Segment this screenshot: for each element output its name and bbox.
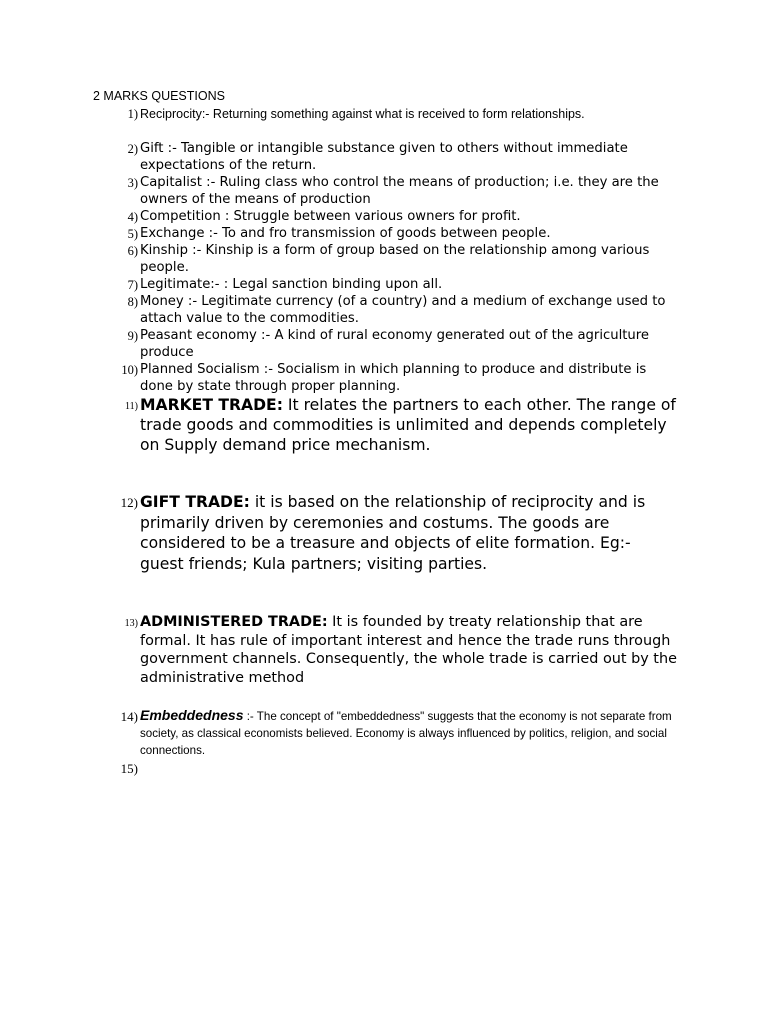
item-number: 11) bbox=[125, 401, 138, 412]
item-text: Planned Socialism :- Socialism in which planning to produce and distribute is done by state through proper planning. bbox=[140, 362, 647, 394]
item-number: 13) bbox=[124, 618, 138, 629]
item-number: 9) bbox=[127, 329, 138, 343]
item-text bbox=[140, 613, 678, 687]
item-text: Exchange :- To and fro transmission of goods between people. bbox=[140, 226, 551, 241]
item-number: 2) bbox=[127, 142, 138, 156]
item-text: Legitimate:- : Legal sanction binding upon all. bbox=[140, 277, 443, 292]
item-term: MARKET TRADE: bbox=[140, 396, 283, 414]
item-definition: :- The concept of "embeddedness" suggests that the economy is not separate from society, as classical economists believed. Economy is always influenced by politics, religion, and social connections. bbox=[140, 710, 672, 757]
page-heading: 2 MARKS QUESTIONS bbox=[93, 89, 225, 103]
item-number: 14) bbox=[120, 709, 138, 724]
item-text: Gift :- Tangible or intangible substance given to others without immediate expectations of the return. bbox=[140, 141, 628, 173]
item-text: Kinship :- Kinship is a form of group based on the relationship among various people. bbox=[140, 243, 650, 275]
item-term: ADMINISTERED TRADE: bbox=[140, 614, 328, 630]
item-number: 5) bbox=[127, 227, 138, 241]
item-text: Competition : Struggle between various owners for profit. bbox=[140, 209, 521, 224]
item-number: 7) bbox=[127, 278, 138, 292]
item-number: 6) bbox=[127, 244, 138, 258]
item-definition: It is founded by treaty relationship that are formal. It has rule of important interest and hence the trade runs through government channels. Consequently, the whole trade is carried out by the administrative method bbox=[140, 614, 677, 686]
item-text: Capitalist :- Ruling class who control the means of production; i.e. they are the owners of the means of production bbox=[140, 175, 659, 207]
item-text: Peasant economy :- A kind of rural economy generated out of the agriculture produce bbox=[140, 328, 650, 360]
item-term: GIFT TRADE: bbox=[140, 493, 250, 511]
item-text bbox=[140, 707, 678, 759]
item-definition: It relates the partners to each other. The range of trade goods and commodities is unlimited and depends completely on Supply demand price mechanism. bbox=[140, 396, 676, 454]
item-number: 12) bbox=[120, 495, 138, 510]
item-number: 8) bbox=[127, 295, 138, 309]
item-term: Embeddedness bbox=[140, 707, 244, 723]
item-text bbox=[140, 395, 678, 455]
item-number: 15) bbox=[120, 761, 138, 776]
item-text: Money :- Legitimate currency (of a country) and a medium of exchange used to attach value to the commodities. bbox=[140, 294, 666, 326]
item-number: 10) bbox=[121, 363, 138, 377]
item-number: 4) bbox=[127, 210, 138, 224]
item-text bbox=[140, 492, 678, 574]
item-text: Reciprocity:- Returning something against what is received to form relationships. bbox=[140, 107, 585, 121]
item-number: 1) bbox=[127, 107, 138, 121]
item-definition: it is based on the relationship of reciprocity and is primarily driven by ceremonies and costums. The goods are considered to be a treasure and objects of elite formation. Eg:- guest friends; Kula partners; visiting parties. bbox=[140, 493, 646, 573]
item-number: 3) bbox=[127, 176, 138, 190]
